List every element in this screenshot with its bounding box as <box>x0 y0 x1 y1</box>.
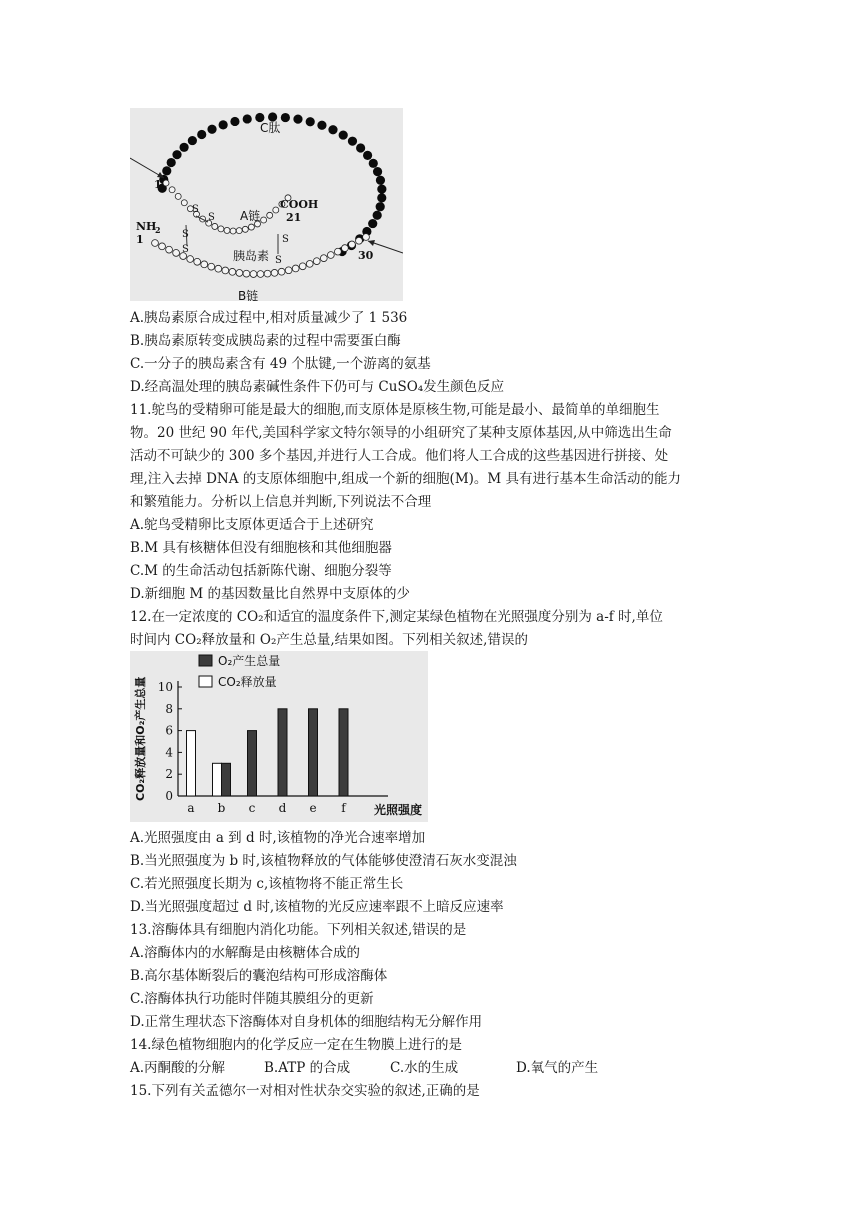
x-tick-label: c <box>248 801 256 815</box>
nh2-subscript: 2 <box>155 225 161 235</box>
q14-stem: 14.绿色植物细胞内的化学反应一定在生物膜上进行的是 <box>130 1037 462 1053</box>
q12-stem-line: 时间内 CO₂释放量和 O₂产生总量,结果如图。下列相关叙述,错误的 <box>130 632 528 648</box>
a-chain-residue <box>218 226 224 232</box>
b-chain-residue <box>292 265 299 272</box>
c-peptide-residue <box>172 150 181 159</box>
o2-bar <box>248 731 257 796</box>
c-peptide-residue <box>317 121 326 130</box>
b-chain-label: B链 <box>238 289 259 301</box>
legend-swatch-o2 <box>199 655 212 666</box>
o2-bar <box>339 709 348 796</box>
b-chain-residue <box>271 269 278 276</box>
q11-option-c: C.M 的生命活动包括新陈代谢、细胞分裂等 <box>130 563 392 579</box>
q14-options-row <box>130 1059 598 1077</box>
c-peptide-residue <box>306 117 315 126</box>
b-chain-end-number: 30 <box>358 249 374 262</box>
c-peptide-residue <box>167 158 176 167</box>
c-peptide-residue <box>376 202 385 211</box>
o2-bar <box>222 763 231 796</box>
b-chain-residue <box>285 267 292 274</box>
a-chain-residue <box>273 207 279 213</box>
q14-option-b: B.ATP 的合成 <box>264 1060 351 1076</box>
x-tick-label: d <box>278 801 287 815</box>
b-chain-residue <box>264 270 271 277</box>
c-peptide-residue <box>197 130 206 139</box>
legend-swatch-co2 <box>199 676 212 687</box>
a-chain-residue <box>267 212 273 218</box>
x-tick-label: b <box>217 801 226 815</box>
b-chain-residue <box>208 263 215 270</box>
q13-stem: 13.溶酶体具有细胞内消化功能。下列相关叙述,错误的是 <box>130 922 467 938</box>
q14-option-d: D.氧气的产生 <box>516 1060 599 1076</box>
a-chain-end-number: 21 <box>286 211 302 224</box>
b-chain-residue <box>250 271 257 278</box>
x-tick-label: a <box>187 801 195 815</box>
c-peptide-residue <box>188 136 197 145</box>
bar-chart <box>130 651 428 822</box>
b-chain-residue <box>243 270 250 277</box>
x-tick-label: f <box>341 801 346 815</box>
q13-option-c: C.溶酶体执行功能时伴随其膜组分的更新 <box>130 991 374 1007</box>
q11-option-a: A.鸵鸟受精卵比支原体更适合于上述研究 <box>130 517 374 533</box>
c-peptide-label: C肽 <box>260 121 281 135</box>
q10-option-d: D.经高温处理的胰岛素碱性条件下仍可与 CuSO₄发生颜色反应 <box>130 379 505 395</box>
q13-option-a: A.溶酶体内的水解酶是由核糖体合成的 <box>130 945 361 961</box>
o2-bar <box>278 709 287 796</box>
b-chain-residue <box>229 268 236 275</box>
sulfur-label: S <box>208 212 215 223</box>
b-chain-residue <box>152 240 159 247</box>
b-chain-residue <box>334 248 341 255</box>
x-axis-label: 光照强度 <box>374 803 423 817</box>
q12-option-c: C.若光照强度长期为 c,该植物将不能正常生长 <box>130 876 404 892</box>
b-chain-residue <box>173 250 180 257</box>
insulin-label: 胰岛素 <box>233 249 270 263</box>
c-peptide-residue <box>376 176 385 185</box>
legend-label-o2: O₂产生总量 <box>218 654 281 668</box>
b-chain-residue <box>222 267 229 274</box>
c-peptide-residue <box>179 143 188 152</box>
b-chain-residue <box>320 255 327 262</box>
a-chain-label: A链 <box>240 209 261 223</box>
a-chain-residue <box>175 193 181 199</box>
q13-option-d: D.正常生理状态下溶酶体对自身机体的细胞结构无分解作用 <box>130 1014 483 1030</box>
q14-option-a: A.丙酮酸的分解 <box>130 1060 226 1076</box>
c-peptide-residue <box>377 193 386 202</box>
o2-bar <box>309 709 318 796</box>
b-chain-residue <box>306 260 313 267</box>
a-chain-residue <box>242 226 248 232</box>
b-chain-residue <box>187 256 194 263</box>
x-tick-label: e <box>309 801 317 815</box>
b-chain-residue <box>257 271 264 278</box>
q15-stem: 15.下列有关孟德尔一对相对性状杂交实验的叙述,正确的是 <box>130 1083 480 1099</box>
a-chain-residue <box>230 228 236 234</box>
c-peptide-residue <box>339 130 348 139</box>
c-peptide-residue <box>219 120 228 129</box>
q12-stem-line: 12.在一定浓度的 CO₂和适宜的温度条件下,测定某绿色植物在光照强度分别为 a-f 时,单位 <box>130 609 663 625</box>
q11-stem-line: 物。20 世纪 90 年代,美国科学家文特尔领导的小组研究了某种支原体基因,从中筛选出生命 <box>130 425 672 441</box>
y-tick-label: 0 <box>165 789 173 803</box>
q11-option-b: B.M 具有核糖体但没有细胞核和其他细胞器 <box>130 540 392 556</box>
c-peptide-residue <box>373 167 382 176</box>
a-chain-beads <box>163 180 291 234</box>
q13-option-b: B.高尔基体断裂后的囊泡结构可形成溶酶体 <box>130 968 388 984</box>
c-peptide-residue <box>356 143 365 152</box>
y-tick-label: 2 <box>165 767 173 782</box>
c-peptide-residue <box>207 125 216 134</box>
b-chain-residue <box>349 241 356 248</box>
c-peptide-residue <box>363 151 372 160</box>
a-chain-residue <box>169 187 175 193</box>
q11-stem-line: 和繁殖能力。分析以上信息并判断,下列说法不合理 <box>130 494 432 510</box>
b-chain-residue <box>194 258 201 265</box>
insulin-figure <box>130 108 403 301</box>
b-chain-residue <box>327 252 334 259</box>
q12-option-d: D.当光照强度超过 d 时,该植物的光反应速率跟不上暗反应速率 <box>130 899 504 915</box>
c-peptide-residue <box>162 166 171 175</box>
y-tick-label: 6 <box>165 723 173 738</box>
sulfur-label: S <box>275 255 282 266</box>
b-chain-residue <box>299 263 306 270</box>
b-chain-residue <box>236 270 243 277</box>
c-peptide-residue <box>293 115 302 124</box>
b-chain-residue <box>342 245 349 252</box>
a-chain-residue <box>248 224 254 230</box>
b-chain-residue <box>313 258 320 265</box>
q11-stem-line: 理,注入去掉 DNA 的支原体细胞中,组成一个新的细胞(M)。M 具有进行基本生命活动的能力 <box>130 471 682 487</box>
a-chain-start-number: 1 <box>154 178 162 191</box>
legend-label-co2: CO₂释放量 <box>218 675 277 689</box>
a-chain-residue <box>163 180 169 186</box>
sulfur-label: S <box>192 204 199 215</box>
c-peptide-residue <box>243 114 252 123</box>
q10-option-a: A.胰岛素原合成过程中,相对质量减少了 1 536 <box>130 310 408 326</box>
q11-stem-line: 活动不可缺少的 300 多个基因,并进行人工合成。他们将人工合成的这些基因进行拼接、处 <box>130 448 669 464</box>
insulin-diagram <box>130 108 403 301</box>
b-chain-residue <box>363 234 370 241</box>
q12-option-a: A.光照强度由 a 到 d 时,该植物的净光合速率增加 <box>130 830 426 846</box>
a-chain-residue <box>181 200 187 206</box>
b-chain-residue <box>215 265 222 272</box>
b-chain-residue <box>278 268 285 275</box>
nh2-label: NH <box>136 220 157 233</box>
sulfur-label: S <box>182 229 189 240</box>
y-tick-label: 10 <box>157 680 173 694</box>
a-chain-residue <box>224 227 230 233</box>
b-chain-start-number: 1 <box>136 233 144 246</box>
y-tick-label: 8 <box>165 701 173 716</box>
c-peptide-residue <box>373 211 382 220</box>
y-tick-label: 4 <box>165 745 173 760</box>
b-chain-residue <box>201 261 208 268</box>
b-chain-residue <box>166 246 173 253</box>
c-peptide-residue <box>368 219 377 228</box>
sulfur-label: S <box>282 234 289 245</box>
q14-option-c: C.水的生成 <box>390 1060 459 1076</box>
a-chain-residue <box>261 217 267 223</box>
b-chain-residue <box>159 243 166 250</box>
c-peptide-residue <box>328 125 337 134</box>
q10-option-c: C.一分子的胰岛素含有 49 个肽键,一个游离的氨基 <box>130 356 431 372</box>
b-chain-residue <box>356 237 363 244</box>
c-peptide-residue <box>369 159 378 168</box>
q12-option-b: B.当光照强度为 b 时,该植物释放的气体能够使澄清石灰水变混浊 <box>130 853 517 869</box>
c-peptide-residue <box>348 137 357 146</box>
a-chain-residue <box>212 223 218 229</box>
co2-bar <box>187 731 196 796</box>
bar-chart-svg <box>130 651 428 822</box>
c-peptide-residue <box>230 117 239 126</box>
a-chain-residue <box>236 228 242 234</box>
co2-bar <box>213 763 222 796</box>
q11-option-d: D.新细胞 M 的基因数量比自然界中支原体的少 <box>130 586 411 602</box>
arrowhead-right <box>368 240 375 246</box>
c-peptide-residue <box>281 113 290 122</box>
q11-stem-line: 11.鸵鸟的受精卵可能是最大的细胞,而支原体是原核生物,可能是最小、最简单的单细胞生 <box>130 402 660 418</box>
c-peptide-residue <box>377 184 386 193</box>
cooh-label: COOH <box>280 198 319 211</box>
q10-option-b: B.胰岛素原转变成胰岛素的过程中需要蛋白酶 <box>130 333 401 349</box>
sulfur-label: S <box>182 244 189 255</box>
y-axis-label: CO₂释放量和O₂产生总量 <box>134 676 147 801</box>
